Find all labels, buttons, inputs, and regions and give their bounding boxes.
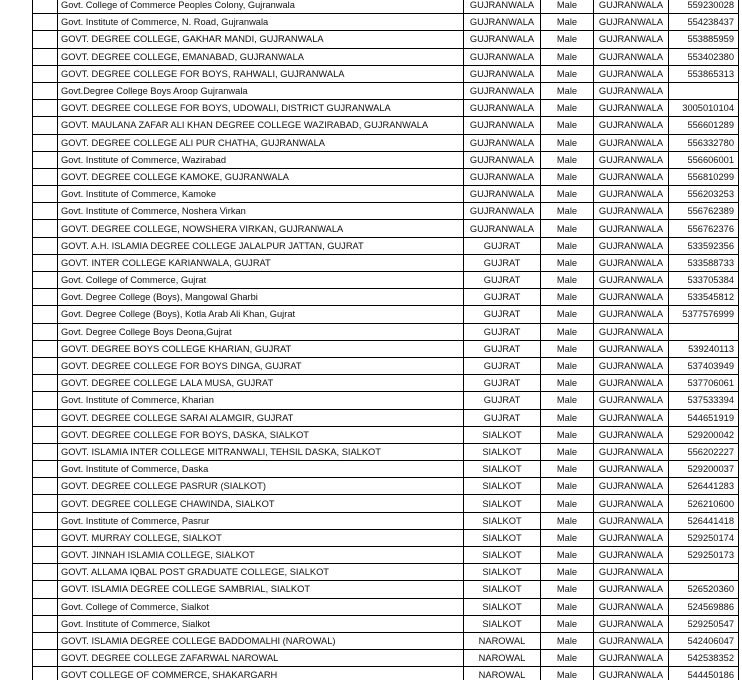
district-cell: GUJRAT	[464, 409, 541, 426]
code-cell: 556203253	[669, 186, 739, 203]
region-cell: GUJRANWALA	[594, 151, 669, 168]
gender-cell: Male	[541, 529, 594, 546]
college-name-cell: Govt. College of Commerce, Gujrat	[58, 272, 464, 289]
college-name-cell: GOVT. DEGREE COLLEGE, GAKHAR MANDI, GUJRANWALA	[58, 31, 464, 48]
gender-cell: Male	[541, 340, 594, 357]
district-cell: GUJRAT	[464, 289, 541, 306]
college-name-cell: Govt. Degree College (Boys), Mangowal Gharbi	[58, 289, 464, 306]
code-cell: 529250174	[669, 529, 739, 546]
code-cell: 5377576999	[669, 306, 739, 323]
region-cell: GUJRANWALA	[594, 306, 669, 323]
district-cell: SIALKOT	[464, 495, 541, 512]
gender-cell: Male	[541, 375, 594, 392]
serial-cell	[33, 529, 58, 546]
code-cell: 556332780	[669, 134, 739, 151]
code-cell: 542406047	[669, 632, 739, 649]
district-cell: NAROWAL	[464, 632, 541, 649]
code-cell: 529200042	[669, 426, 739, 443]
serial-cell	[33, 632, 58, 649]
code-cell: 537533394	[669, 392, 739, 409]
region-cell: GUJRANWALA	[594, 529, 669, 546]
gender-cell: Male	[541, 272, 594, 289]
region-cell: GUJRANWALA	[594, 31, 669, 48]
gender-cell: Male	[541, 306, 594, 323]
serial-cell	[33, 31, 58, 48]
gender-cell: Male	[541, 220, 594, 237]
region-cell: GUJRANWALA	[594, 564, 669, 581]
table-row	[33, 650, 739, 667]
gender-cell: Male	[541, 186, 594, 203]
code-cell: 533592356	[669, 237, 739, 254]
gender-cell: Male	[541, 254, 594, 271]
district-cell: SIALKOT	[464, 426, 541, 443]
college-name-cell: Govt.Degree College Boys Aroop Gujranwala	[58, 82, 464, 99]
college-name-cell: GOVT. DEGREE COLLEGE FOR BOYS, DASKA, SIALKOT	[58, 426, 464, 443]
college-name-cell: GOVT. A.H. ISLAMIA DEGREE COLLEGE JALALPUR JATTAN, GUJRAT	[58, 237, 464, 254]
region-cell: GUJRANWALA	[594, 65, 669, 82]
college-name-cell: GOVT. DEGREE COLLEGE LALA MUSA, GUJRAT	[58, 375, 464, 392]
region-cell: GUJRANWALA	[594, 323, 669, 340]
code-cell: 556762376	[669, 220, 739, 237]
region-cell: GUJRANWALA	[594, 134, 669, 151]
district-cell: SIALKOT	[464, 443, 541, 460]
table-row	[33, 581, 739, 598]
college-name-cell: GOVT. INTER COLLEGE KARIANWALA, GUJRAT	[58, 254, 464, 271]
table-row	[33, 598, 739, 615]
district-cell: SIALKOT	[464, 581, 541, 598]
table-row	[33, 186, 739, 203]
serial-cell	[33, 375, 58, 392]
college-name-cell: GOVT. MURRAY COLLEGE, SIALKOT	[58, 529, 464, 546]
district-cell: GUJRANWALA	[464, 100, 541, 117]
table-row	[33, 151, 739, 168]
code-cell: 553402380	[669, 48, 739, 65]
table-row	[33, 461, 739, 478]
gender-cell: Male	[541, 443, 594, 460]
table-row	[33, 340, 739, 357]
code-cell: 529200037	[669, 461, 739, 478]
code-cell: 539240113	[669, 340, 739, 357]
college-name-cell: GOVT. DEGREE COLLEGE KAMOKE, GUJRANWALA	[58, 168, 464, 185]
region-cell: GUJRANWALA	[594, 340, 669, 357]
code-cell: 556810299	[669, 168, 739, 185]
table-row	[33, 564, 739, 581]
serial-cell	[33, 615, 58, 632]
table-row	[33, 254, 739, 271]
region-cell: GUJRANWALA	[594, 272, 669, 289]
code-cell: 526441418	[669, 512, 739, 529]
gender-cell: Male	[541, 512, 594, 529]
region-cell: GUJRANWALA	[594, 615, 669, 632]
region-cell: GUJRANWALA	[594, 478, 669, 495]
region-cell: GUJRANWALA	[594, 203, 669, 220]
college-table	[32, 0, 739, 680]
table-row	[33, 375, 739, 392]
serial-cell	[33, 117, 58, 134]
table-row	[33, 615, 739, 632]
gender-cell: Male	[541, 323, 594, 340]
serial-cell	[33, 14, 58, 31]
region-cell: GUJRANWALA	[594, 14, 669, 31]
table-row	[33, 203, 739, 220]
serial-cell	[33, 220, 58, 237]
college-name-cell: GOVT. ISLAMIA INTER COLLEGE MITRANWALI, TEHSIL DASKA, SIALKOT	[58, 443, 464, 460]
code-cell	[669, 564, 739, 581]
gender-cell: Male	[541, 598, 594, 615]
college-name-cell: Govt. College of Commerce, Sialkot	[58, 598, 464, 615]
college-name-cell: Govt. Institute of Commerce, Wazirabad	[58, 151, 464, 168]
district-cell: GUJRAT	[464, 340, 541, 357]
college-name-cell: GOVT. DEGREE COLLEGE ZAFARWAL NAROWAL	[58, 650, 464, 667]
table-row	[33, 357, 739, 374]
college-name-cell: Govt. Institute of Commerce, Noshera Virkan	[58, 203, 464, 220]
region-cell: GUJRANWALA	[594, 667, 669, 680]
district-cell: GUJRANWALA	[464, 82, 541, 99]
gender-cell: Male	[541, 31, 594, 48]
serial-cell	[33, 134, 58, 151]
code-cell: 533705384	[669, 272, 739, 289]
region-cell: GUJRANWALA	[594, 48, 669, 65]
college-name-cell: GOVT COLLEGE OF COMMERCE, SHAKARGARH	[58, 667, 464, 680]
code-cell	[669, 323, 739, 340]
region-cell: GUJRANWALA	[594, 0, 669, 14]
serial-cell	[33, 272, 58, 289]
gender-cell: Male	[541, 650, 594, 667]
college-name-cell: Govt. Institute of Commerce, Pasrur	[58, 512, 464, 529]
college-name-cell: Govt. Institute of Commerce, Sialkot	[58, 615, 464, 632]
code-cell: 542538352	[669, 650, 739, 667]
serial-cell	[33, 168, 58, 185]
serial-cell	[33, 547, 58, 564]
gender-cell: Male	[541, 392, 594, 409]
serial-cell	[33, 237, 58, 254]
serial-cell	[33, 392, 58, 409]
code-cell: 533588733	[669, 254, 739, 271]
gender-cell: Male	[541, 134, 594, 151]
college-name-cell: Govt. Institute of Commerce, Kharian	[58, 392, 464, 409]
table-row	[33, 289, 739, 306]
college-name-cell: GOVT. ISLAMIA DEGREE COLLEGE BADDOMALHI (NAROWAL)	[58, 632, 464, 649]
gender-cell: Male	[541, 48, 594, 65]
college-name-cell: Govt. Institute of Commerce, Daska	[58, 461, 464, 478]
code-cell: 526520360	[669, 581, 739, 598]
district-cell: GUJRANWALA	[464, 117, 541, 134]
table-row	[33, 220, 739, 237]
table-row	[33, 14, 739, 31]
serial-cell	[33, 0, 58, 14]
college-name-cell: Govt. Institute of Commerce, N. Road, Gujranwala	[58, 14, 464, 31]
serial-cell	[33, 667, 58, 680]
region-cell: GUJRANWALA	[594, 220, 669, 237]
college-name-cell: Govt. College of Commerce Peoples Colony, Gujranwala	[58, 0, 464, 14]
table-row	[33, 512, 739, 529]
serial-cell	[33, 581, 58, 598]
region-cell: GUJRANWALA	[594, 375, 669, 392]
gender-cell: Male	[541, 478, 594, 495]
gender-cell: Male	[541, 495, 594, 512]
serial-cell	[33, 186, 58, 203]
gender-cell: Male	[541, 100, 594, 117]
district-cell: GUJRAT	[464, 272, 541, 289]
college-name-cell: GOVT. DEGREE COLLEGE, EMANABAD, GUJRANWALA	[58, 48, 464, 65]
serial-cell	[33, 426, 58, 443]
code-cell: 556202227	[669, 443, 739, 460]
code-cell: 559230028	[669, 0, 739, 14]
college-name-cell: GOVT. DEGREE COLLEGE SARAI ALAMGIR, GUJRAT	[58, 409, 464, 426]
college-name-cell: GOVT. MAULANA ZAFAR ALI KHAN DEGREE COLLEGE WAZIRABAD, GUJRANWALA	[58, 117, 464, 134]
region-cell: GUJRANWALA	[594, 443, 669, 460]
table-row	[33, 547, 739, 564]
serial-cell	[33, 306, 58, 323]
district-cell: SIALKOT	[464, 512, 541, 529]
region-cell: GUJRANWALA	[594, 512, 669, 529]
college-name-cell: GOVT. ALLAMA IQBAL POST GRADUATE COLLEGE, SIALKOT	[58, 564, 464, 581]
region-cell: GUJRANWALA	[594, 289, 669, 306]
table-row	[33, 306, 739, 323]
college-table-body	[33, 0, 739, 680]
table-row	[33, 529, 739, 546]
district-cell: GUJRAT	[464, 323, 541, 340]
gender-cell: Male	[541, 667, 594, 680]
gender-cell: Male	[541, 82, 594, 99]
district-cell: NAROWAL	[464, 667, 541, 680]
table-row	[33, 31, 739, 48]
district-cell: GUJRANWALA	[464, 31, 541, 48]
college-name-cell: Govt. Institute of Commerce, Kamoke	[58, 186, 464, 203]
region-cell: GUJRANWALA	[594, 547, 669, 564]
region-cell: GUJRANWALA	[594, 117, 669, 134]
gender-cell: Male	[541, 426, 594, 443]
gender-cell: Male	[541, 237, 594, 254]
region-cell: GUJRANWALA	[594, 82, 669, 99]
serial-cell	[33, 409, 58, 426]
serial-cell	[33, 203, 58, 220]
code-cell: 537403949	[669, 357, 739, 374]
table-row	[33, 478, 739, 495]
region-cell: GUJRANWALA	[594, 409, 669, 426]
region-cell: GUJRANWALA	[594, 650, 669, 667]
code-cell: 526441283	[669, 478, 739, 495]
district-cell: SIALKOT	[464, 461, 541, 478]
serial-cell	[33, 512, 58, 529]
serial-cell	[33, 650, 58, 667]
district-cell: GUJRAT	[464, 306, 541, 323]
table-row	[33, 48, 739, 65]
table-row	[33, 0, 739, 14]
table-row	[33, 409, 739, 426]
code-cell	[669, 82, 739, 99]
serial-cell	[33, 461, 58, 478]
region-cell: GUJRANWALA	[594, 461, 669, 478]
district-cell: GUJRAT	[464, 237, 541, 254]
code-cell: 524569886	[669, 598, 739, 615]
district-cell: GUJRANWALA	[464, 203, 541, 220]
region-cell: GUJRANWALA	[594, 581, 669, 598]
district-cell: GUJRANWALA	[464, 65, 541, 82]
table-row	[33, 495, 739, 512]
code-cell: 554238437	[669, 14, 739, 31]
district-cell: GUJRANWALA	[464, 0, 541, 14]
gender-cell: Male	[541, 564, 594, 581]
region-cell: GUJRANWALA	[594, 495, 669, 512]
gender-cell: Male	[541, 547, 594, 564]
district-cell: GUJRAT	[464, 357, 541, 374]
gender-cell: Male	[541, 581, 594, 598]
code-cell: 3005010104	[669, 100, 739, 117]
serial-cell	[33, 478, 58, 495]
table-row	[33, 134, 739, 151]
district-cell: SIALKOT	[464, 564, 541, 581]
table-row	[33, 65, 739, 82]
district-cell: SIALKOT	[464, 547, 541, 564]
region-cell: GUJRANWALA	[594, 632, 669, 649]
region-cell: GUJRANWALA	[594, 357, 669, 374]
gender-cell: Male	[541, 357, 594, 374]
serial-cell	[33, 151, 58, 168]
region-cell: GUJRANWALA	[594, 426, 669, 443]
serial-cell	[33, 495, 58, 512]
district-cell: GUJRAT	[464, 254, 541, 271]
code-cell: 556762389	[669, 203, 739, 220]
gender-cell: Male	[541, 409, 594, 426]
district-cell: GUJRANWALA	[464, 186, 541, 203]
table-row	[33, 237, 739, 254]
serial-cell	[33, 564, 58, 581]
region-cell: GUJRANWALA	[594, 237, 669, 254]
gender-cell: Male	[541, 632, 594, 649]
district-cell: GUJRANWALA	[464, 168, 541, 185]
college-name-cell: GOVT. ISLAMIA DEGREE COLLEGE SAMBRIAL, SIALKOT	[58, 581, 464, 598]
gender-cell: Male	[541, 289, 594, 306]
serial-cell	[33, 82, 58, 99]
table-row	[33, 632, 739, 649]
college-name-cell: Govt. Degree College (Boys), Kotla Arab Ali Khan, Gujrat	[58, 306, 464, 323]
table-row	[33, 443, 739, 460]
gender-cell: Male	[541, 0, 594, 14]
district-cell: GUJRAT	[464, 392, 541, 409]
district-cell: SIALKOT	[464, 598, 541, 615]
college-name-cell: GOVT. JINNAH ISLAMIA COLLEGE, SIALKOT	[58, 547, 464, 564]
college-name-cell: GOVT. DEGREE COLLEGE FOR BOYS, RAHWALI, GUJRANWALA	[58, 65, 464, 82]
table-row	[33, 168, 739, 185]
table-row	[33, 117, 739, 134]
gender-cell: Male	[541, 203, 594, 220]
district-cell: GUJRANWALA	[464, 48, 541, 65]
code-cell: 529250547	[669, 615, 739, 632]
district-cell: SIALKOT	[464, 615, 541, 632]
serial-cell	[33, 48, 58, 65]
college-name-cell: GOVT. DEGREE COLLEGE CHAWINDA, SIALKOT	[58, 495, 464, 512]
table-row	[33, 100, 739, 117]
table-row	[33, 272, 739, 289]
district-cell: GUJRANWALA	[464, 151, 541, 168]
code-cell: 526210600	[669, 495, 739, 512]
district-cell: GUJRAT	[464, 375, 541, 392]
code-cell: 556606001	[669, 151, 739, 168]
table-row	[33, 426, 739, 443]
serial-cell	[33, 100, 58, 117]
code-cell: 553865313	[669, 65, 739, 82]
district-cell: GUJRANWALA	[464, 134, 541, 151]
code-cell: 544450186	[669, 667, 739, 680]
college-name-cell: GOVT. DEGREE COLLEGE FOR BOYS DINGA, GUJRAT	[58, 357, 464, 374]
code-cell: 553885959	[669, 31, 739, 48]
serial-cell	[33, 598, 58, 615]
serial-cell	[33, 323, 58, 340]
serial-cell	[33, 254, 58, 271]
code-cell: 556601289	[669, 117, 739, 134]
district-cell: GUJRANWALA	[464, 220, 541, 237]
serial-cell	[33, 443, 58, 460]
table-row	[33, 392, 739, 409]
college-name-cell: Govt. Degree College Boys Deona,Gujrat	[58, 323, 464, 340]
college-name-cell: GOVT. DEGREE COLLEGE FOR BOYS, UDOWALI, DISTRICT GUJRANWALA	[58, 100, 464, 117]
gender-cell: Male	[541, 461, 594, 478]
region-cell: GUJRANWALA	[594, 168, 669, 185]
district-cell: NAROWAL	[464, 650, 541, 667]
serial-cell	[33, 65, 58, 82]
gender-cell: Male	[541, 168, 594, 185]
code-cell: 544651919	[669, 409, 739, 426]
gender-cell: Male	[541, 615, 594, 632]
region-cell: GUJRANWALA	[594, 254, 669, 271]
region-cell: GUJRANWALA	[594, 598, 669, 615]
table-row	[33, 323, 739, 340]
region-cell: GUJRANWALA	[594, 392, 669, 409]
table-row	[33, 667, 739, 680]
gender-cell: Male	[541, 117, 594, 134]
college-name-cell: GOVT. DEGREE BOYS COLLEGE KHARIAN, GUJRAT	[58, 340, 464, 357]
serial-cell	[33, 357, 58, 374]
college-name-cell: GOVT. DEGREE COLLEGE PASRUR (SIALKOT)	[58, 478, 464, 495]
gender-cell: Male	[541, 14, 594, 31]
college-name-cell: GOVT. DEGREE COLLEGE ALI PUR CHATHA, GUJRANWALA	[58, 134, 464, 151]
code-cell: 529250173	[669, 547, 739, 564]
college-name-cell: GOVT. DEGREE COLLEGE, NOWSHERA VIRKAN, GUJRANWALA	[58, 220, 464, 237]
region-cell: GUJRANWALA	[594, 100, 669, 117]
region-cell: GUJRANWALA	[594, 186, 669, 203]
district-cell: GUJRANWALA	[464, 14, 541, 31]
gender-cell: Male	[541, 151, 594, 168]
code-cell: 537706061	[669, 375, 739, 392]
serial-cell	[33, 340, 58, 357]
district-cell: SIALKOT	[464, 529, 541, 546]
district-cell: SIALKOT	[464, 478, 541, 495]
gender-cell: Male	[541, 65, 594, 82]
serial-cell	[33, 289, 58, 306]
code-cell: 533545812	[669, 289, 739, 306]
table-row	[33, 82, 739, 99]
